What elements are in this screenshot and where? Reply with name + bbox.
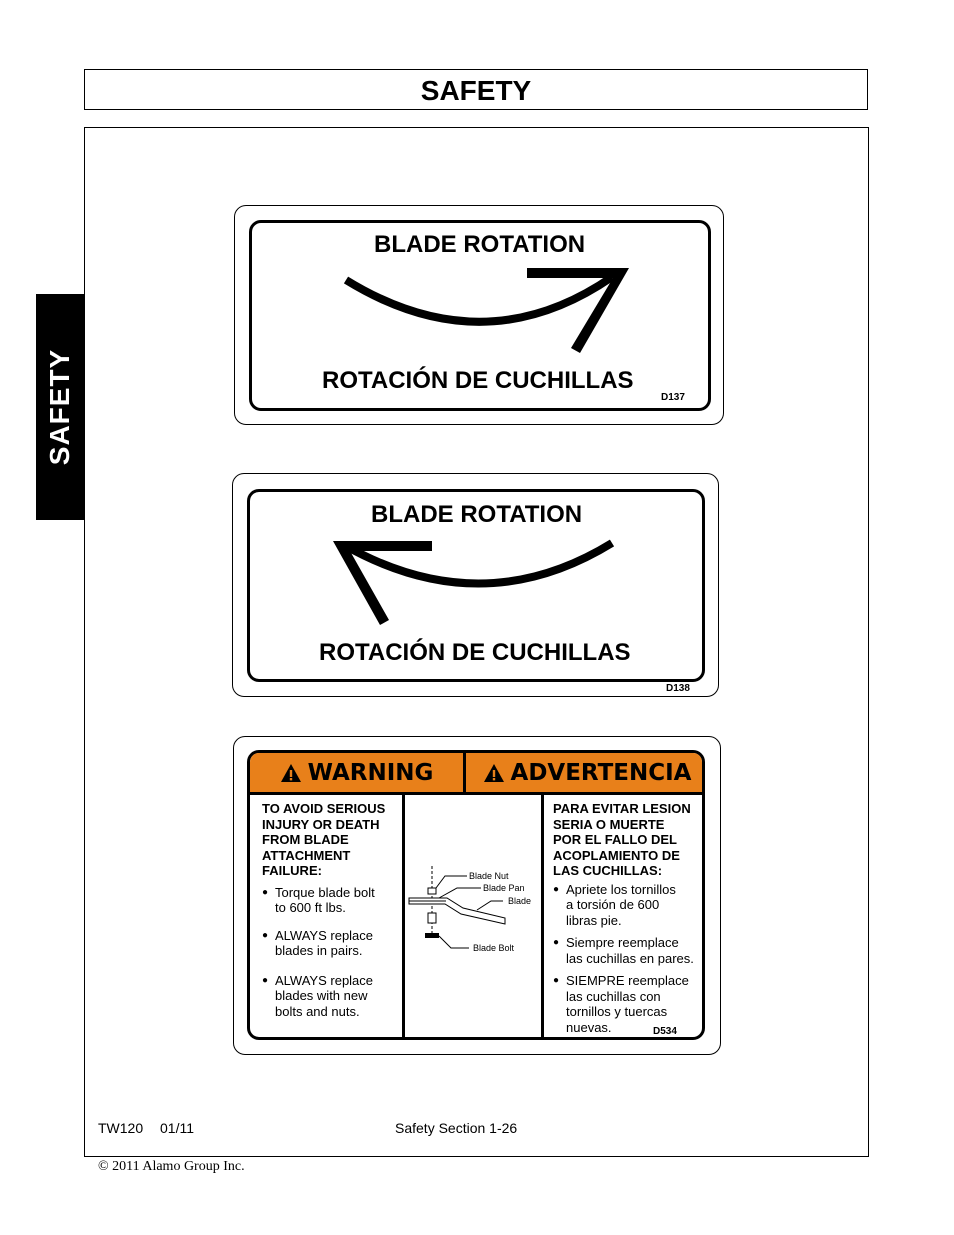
decal-title-en: BLADE ROTATION [374,231,586,258]
heading-line: ATTACHMENT [262,847,351,863]
instruction-line: ● Torque blade bolt [275,884,375,900]
blade-assembly-icon [405,798,541,1040]
instruction-item [262,973,402,1020]
decal-warning-d534 [233,736,721,1055]
advertencia-label: ADVERTENCIA [510,759,692,786]
instruction-line: bolts and nuts. [275,1003,360,1019]
heading-line: LAS CUCHILLAS: [553,863,663,878]
heading-line: PARA EVITAR LESION [553,801,691,816]
heading-line: SERIA O MUERTE [553,816,665,832]
instruction-line: las cuchillas en pares. [566,950,694,966]
instruction-line: las cuchillas con [566,988,661,1004]
decal-blade-rotation-d137 [234,205,724,425]
instruction-item [262,885,402,916]
footer-model: TW120 [98,1120,144,1136]
decal-title-es: ROTACIÓN DE CUCHILLAS [319,639,631,666]
warning-heading-en [262,801,402,879]
heading-line: TO AVOID SERIOUS [262,801,386,816]
instruction-list-en [262,885,402,1020]
section-title-box [84,69,868,110]
instruction-line: libras pie. [566,912,622,928]
heading-line: ACOPLAMIENTO DE [553,847,680,863]
warning-triangle-icon [483,763,505,783]
instruction-item [262,928,402,959]
diagram-label-blade-bolt: Blade Bolt [473,943,515,953]
instruction-line: nuevas. [566,1019,612,1035]
instruction-line: a torsión de 600 [566,897,660,912]
column-divider [541,795,544,1040]
instruction-item [553,973,705,1035]
warning-header-en [250,753,463,792]
heading-line: POR EL FALLO DEL [553,832,677,847]
decal-title-es: ROTACIÓN DE CUCHILLAS [322,367,634,394]
footer-date: 01/11 [160,1120,194,1136]
instruction-line: ● Siempre reemplace [566,935,679,950]
instruction-list-es [553,882,705,1036]
heading-line: FAILURE: [262,863,322,878]
warning-text-es [553,801,705,1035]
diagram-label-blade: Blade [508,896,532,906]
warning-header [250,753,702,795]
page-title: SAFETY [420,75,532,106]
blade-attachment-diagram [405,798,541,1040]
warning-text-en [262,801,402,1019]
instruction-line: ● ALWAYS replace [275,927,374,943]
heading-line: INJURY OR DEATH [262,816,380,832]
decal-title-en: BLADE ROTATION [371,501,583,528]
decal-code: D534 [653,1026,677,1037]
decal-blade-rotation-d138 [232,473,719,697]
diagram-label-blade-pan: Blade Pan [483,883,525,893]
instruction-line: to 600 ft lbs. [275,900,346,915]
warning-label: WARNING [307,759,434,786]
diagram-label-blade-nut: Blade Nut [469,871,509,881]
decal-code: D138 [666,683,690,694]
footer-section: Safety Section 1-26 [395,1120,518,1136]
instruction-line: ● SIEMPRE reemplace [566,973,689,988]
warning-header-es [466,753,705,792]
side-tab-label: SAFETY [44,348,75,466]
instruction-line: ● Apriete los tornillos [566,881,676,897]
instruction-item [553,935,705,966]
instruction-line: blades in pairs. [275,943,363,958]
warning-triangle-icon [280,763,302,783]
warning-heading-es [553,801,705,879]
instruction-item [553,882,705,929]
warning-panel [247,750,705,1040]
side-tab [36,294,84,520]
decal-code: D137 [661,392,685,403]
instruction-line: blades with new [275,988,368,1003]
instruction-line: tornillos y tuercas [566,1004,668,1019]
footer-copyright: © 2011 Alamo Group Inc. [98,1159,245,1174]
heading-line: FROM BLADE [262,832,349,847]
instruction-line: ● ALWAYS replace [275,972,374,988]
